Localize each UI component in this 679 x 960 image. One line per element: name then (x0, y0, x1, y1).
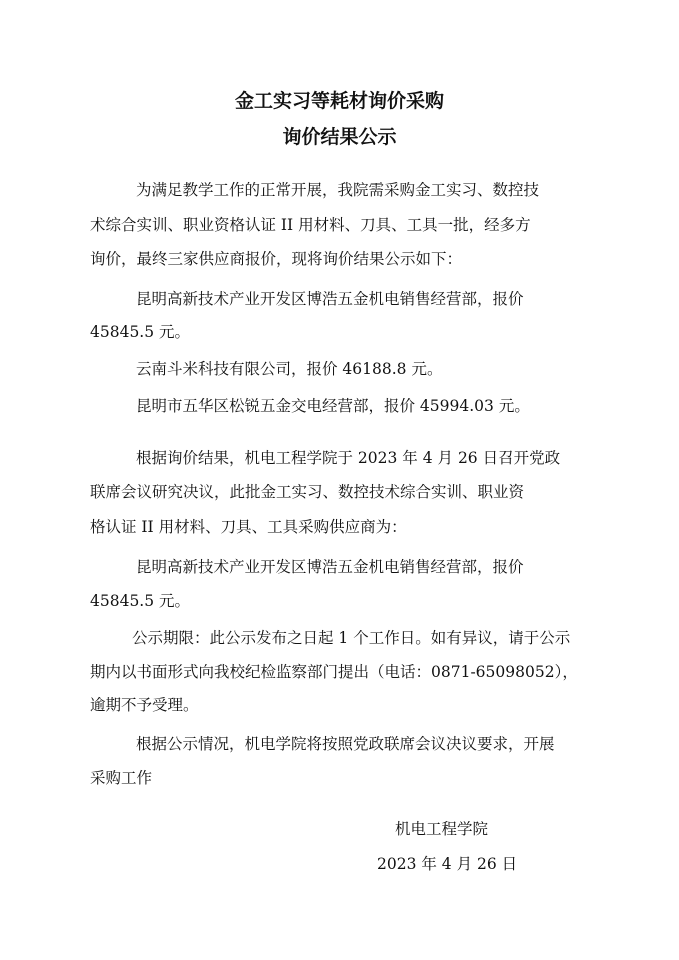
quote-1-line-1: 昆明高新技术产业开发区博浩五金机电销售经营部，报价 (136, 290, 524, 308)
signature-date: 2023 年 4 月 26 日 (377, 855, 518, 873)
document-title: 金工实习等耗材询价采购 (234, 90, 444, 112)
quote-2: 云南斗米科技有限公司，报价 46188.8 元。 (136, 360, 443, 378)
closing-line-2: 采购工作 (90, 769, 153, 787)
winner-line-1: 昆明高新技术产业开发区博浩五金机电销售经营部，报价 (136, 558, 524, 576)
notice-line-1: 公示期限：此公示发布之日起 1 个工作日。如有异议，请于公示 (132, 629, 571, 647)
notice-line-2: 期内以书面形式向我校纪检监察部门提出（电话：0871-65098052）， (90, 663, 578, 681)
document-subtitle: 询价结果公示 (282, 126, 397, 148)
notice-line-3: 逾期不予受理。 (90, 696, 199, 714)
quote-3: 昆明市五华区松锐五金交电经营部，报价 45994.03 元。 (136, 397, 530, 415)
decision-line-2: 联席会议研究决议，此批金工实习、数控技术综合实训、职业资 (90, 483, 525, 501)
quote-1-line-2: 45845.5 元。 (90, 323, 191, 341)
signature-org: 机电工程学院 (395, 820, 489, 838)
decision-line-1: 根据询价结果，机电工程学院于 2023 年 4 月 26 日召开党政 (136, 449, 561, 467)
intro-line-1: 为满足教学工作的正常开展，我院需采购金工实习、数控技 (136, 181, 540, 199)
intro-line-3: 询价，最终三家供应商报价，现将询价结果公示如下： (90, 250, 463, 268)
decision-line-3: 格认证 II 用材料、刀具、工具采购供应商为： (90, 518, 407, 536)
intro-line-2: 术综合实训、职业资格认证 II 用材料、刀具、工具一批，经多方 (90, 216, 531, 234)
closing-line-1: 根据公示情况，机电学院将按照党政联席会议决议要求，开展 (136, 735, 555, 753)
winner-line-2: 45845.5 元。 (90, 592, 191, 610)
